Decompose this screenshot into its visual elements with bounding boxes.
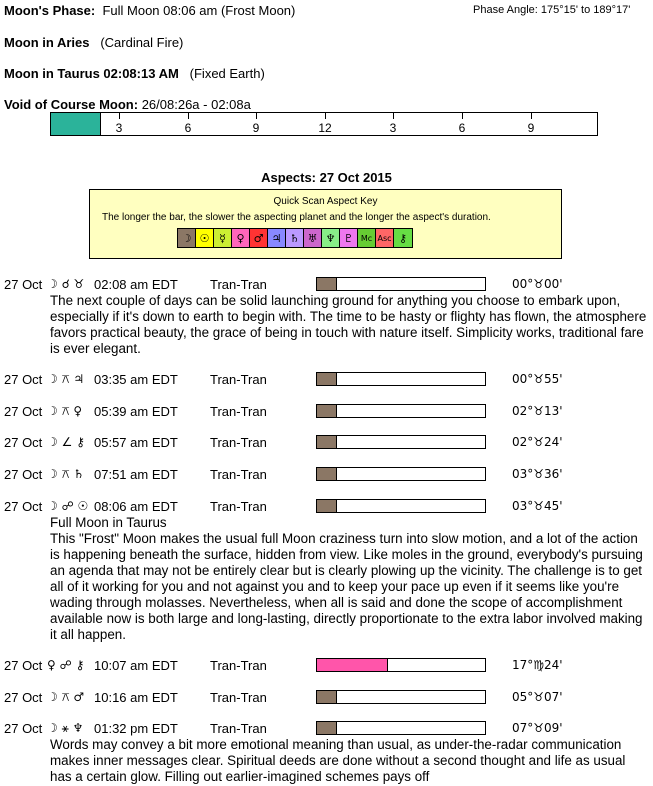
aspect-type: Tran-Tran [210,721,267,736]
phase-angle: Phase Angle: 175°15' to 189°17' [473,4,631,16]
aspect-date: 27 Oct [4,372,43,387]
timeline-tick-label: 6 [458,121,466,135]
aspect-time: 10:16 am EDT [94,690,178,705]
moon-in-taurus-value: (Fixed Earth) [189,66,265,81]
timeline-tick [188,113,189,119]
aspect-type: Tran-Tran [210,467,267,482]
aspect-time: 05:39 am EDT [94,404,178,419]
aspect-glyphs: ☽ ⚻ ♃ [47,372,85,386]
aspect-position: 00°♉00' [512,277,563,291]
aspect-position: 02°♉24' [512,435,563,449]
moon-phase-line [4,3,295,18]
aspects-title: Aspects: 27 Oct 2015 [261,170,392,185]
aspect-duration-bar [316,721,486,735]
aspect-subtitle: Full Moon in Taurus [50,515,167,530]
aspect-position: 05°♉07' [512,690,563,704]
aspect-date: 27 Oct [4,499,43,514]
aspect-duration-bar [316,372,486,386]
quick-scan-key [89,189,562,259]
aspect-date: 27 Oct [4,467,43,482]
timeline-tick [531,113,532,119]
venus-icon: ♀ [232,229,250,247]
void-of-course-fill [51,113,101,135]
saturn-icon: ♄ [286,229,304,247]
aspect-glyphs: ☽ ∠ ⚷ [47,435,85,449]
aspect-glyphs: ☽ ⚻ ♀ [47,404,83,418]
aspect-position: 17°♍24' [512,658,563,672]
aspect-position: 03°♉45' [512,499,563,513]
aspect-date: 27 Oct [4,690,43,705]
key-description: The longer the bar, the slower the aspecting planet and the longer the aspect's duration. [102,212,491,223]
timeline-tick [256,113,257,119]
aspect-time: 03:35 am EDT [94,372,178,387]
void-of-course-line [4,97,251,112]
aspect-date: 27 Oct [4,277,43,292]
aspect-interpretation: The next couple of days can be solid launching ground for anything you choose to embark upon, especially if it's down to earth to begin with. The time to be hasty or flighty has flown, the atmosphere favors practical beauty, the grace of being in touch with nature itself. Simplicity works, traditional fare is ever elegant. [50,293,647,356]
timeline-tick [325,113,326,119]
aspect-position: 02°♉13' [512,404,563,418]
pluto-icon: ♇ [340,229,358,247]
aspect-type: Tran-Tran [210,499,267,514]
key-planet-row [177,228,413,248]
aspect-duration-fill [317,722,337,734]
aspect-glyphs: ☽ ⚹ ♆ [47,721,84,735]
void-of-course-label: Void of Course Moon: [4,97,139,112]
aspect-duration-bar [316,499,486,513]
aspect-duration-fill [317,468,337,480]
timeline-tick-label: 9 [252,121,260,135]
moon-phase-label: Moon's Phase: [4,3,96,18]
moon-in-aries-label: Moon in Aries [4,35,90,50]
timeline-tick [393,113,394,119]
aspect-duration-bar [316,277,486,291]
aspect-duration-bar [316,658,486,672]
aspect-duration-bar [316,435,486,449]
aspect-duration-fill [317,405,337,417]
aspect-date: 27 Oct [4,404,43,419]
aspect-position: 07°♉09' [512,721,563,735]
aspect-interpretation: This "Frost" Moon makes the usual full Moon craziness turn into slow motion, and a lot of the action is happening beneath the surface, hidden from view. Like moles in the ground, everybody's pursuing an agenda that may not be entirely clear but is clearly plowing up the vicinity. The challenge is to get all of it working for you and not against you and to keep your pace up even if it seems like you're wading through molasses. Nevertheless, when all is said and done the scope of accomplishment available now is both large and long-lasting, directly proportionate to the extra labor involved making it all happen. [50,531,643,642]
aspect-glyphs: ☽ ☌ ♉ [47,277,85,291]
aspect-type: Tran-Tran [210,690,267,705]
chiron-icon: ⚷ [394,229,412,247]
aspect-interpretation: Words may convey a bit more emotional meaning than usual, as under-the-radar communication makes inner messages clear. Spiritual deeds are done without a second thought and life as usual has a certain glow. Filling out earlier-imagined schemes pays off [50,737,626,784]
mercury-icon: ☿ [214,229,232,247]
aspect-duration-fill [317,373,337,385]
aspect-glyphs: ☽ ⚻ ♄ [47,467,85,481]
aspect-duration-fill [317,500,337,512]
key-title: Quick Scan Aspect Key [273,196,378,207]
mars-icon: ♂ [250,229,268,247]
aspect-date: 27 Oct [4,435,43,450]
aspect-time: 05:57 am EDT [94,435,178,450]
aspect-position: 03°♉36' [512,467,563,481]
aspect-time: 02:08 am EDT [94,277,178,292]
void-of-course-value: 26/08:26a - 02:08a [141,97,251,112]
moon-phase-value: Full Moon 08:06 am (Frost Moon) [102,3,296,18]
aspect-glyphs: ☽ ☍ ☉ [47,499,89,513]
aspect-glyphs: ☽ ⚻ ♂ [47,690,85,704]
jupiter-icon: ♃ [268,229,286,247]
timeline-tick [462,113,463,119]
aspect-duration-bar [316,467,486,481]
aspect-type: Tran-Tran [210,658,267,673]
moon-in-taurus-label: Moon in Taurus 02:08:13 AM [4,66,179,81]
aspect-type: Tran-Tran [210,372,267,387]
moon-in-aries-value: (Cardinal Fire) [100,35,184,50]
aspect-glyphs: ♀ ☍ ⚷ [47,658,85,672]
aspect-date: 27 Oct [4,658,43,673]
aspect-date: 27 Oct [4,721,43,736]
moon-in-aries-line [4,35,183,50]
aspect-time: 01:32 pm EDT [94,721,178,736]
timeline-tick-label: 9 [527,121,535,135]
aspect-duration-bar [316,404,486,418]
aspect-time: 08:06 am EDT [94,499,178,514]
moon-in-taurus-line [4,66,265,81]
timeline-tick-label: 3 [115,121,123,135]
timeline-tick-label: 12 [318,121,332,135]
aspect-type: Tran-Tran [210,435,267,450]
aspect-duration-bar [316,690,486,704]
timeline-tick-label: 3 [389,121,397,135]
aspect-duration-fill [317,691,337,703]
uranus-icon: ♅ [304,229,322,247]
neptune-icon: ♆ [322,229,340,247]
sun-icon: ☉ [196,229,214,247]
aspect-duration-fill [317,278,337,290]
timeline-tick-label: 6 [184,121,192,135]
aspect-duration-fill [317,659,388,671]
aspect-type: Tran-Tran [210,277,267,292]
aspect-duration-fill [317,436,337,448]
void-of-course-timeline [50,112,598,136]
ascendant-icon: Asc [376,229,394,247]
timeline-tick [119,113,120,119]
midheaven-icon: Mc [358,229,376,247]
aspect-time: 07:51 am EDT [94,467,178,482]
aspect-time: 10:07 am EDT [94,658,178,673]
aspect-type: Tran-Tran [210,404,267,419]
aspect-position: 00°♉55' [512,372,563,386]
moon-icon: ☽ [178,229,196,247]
